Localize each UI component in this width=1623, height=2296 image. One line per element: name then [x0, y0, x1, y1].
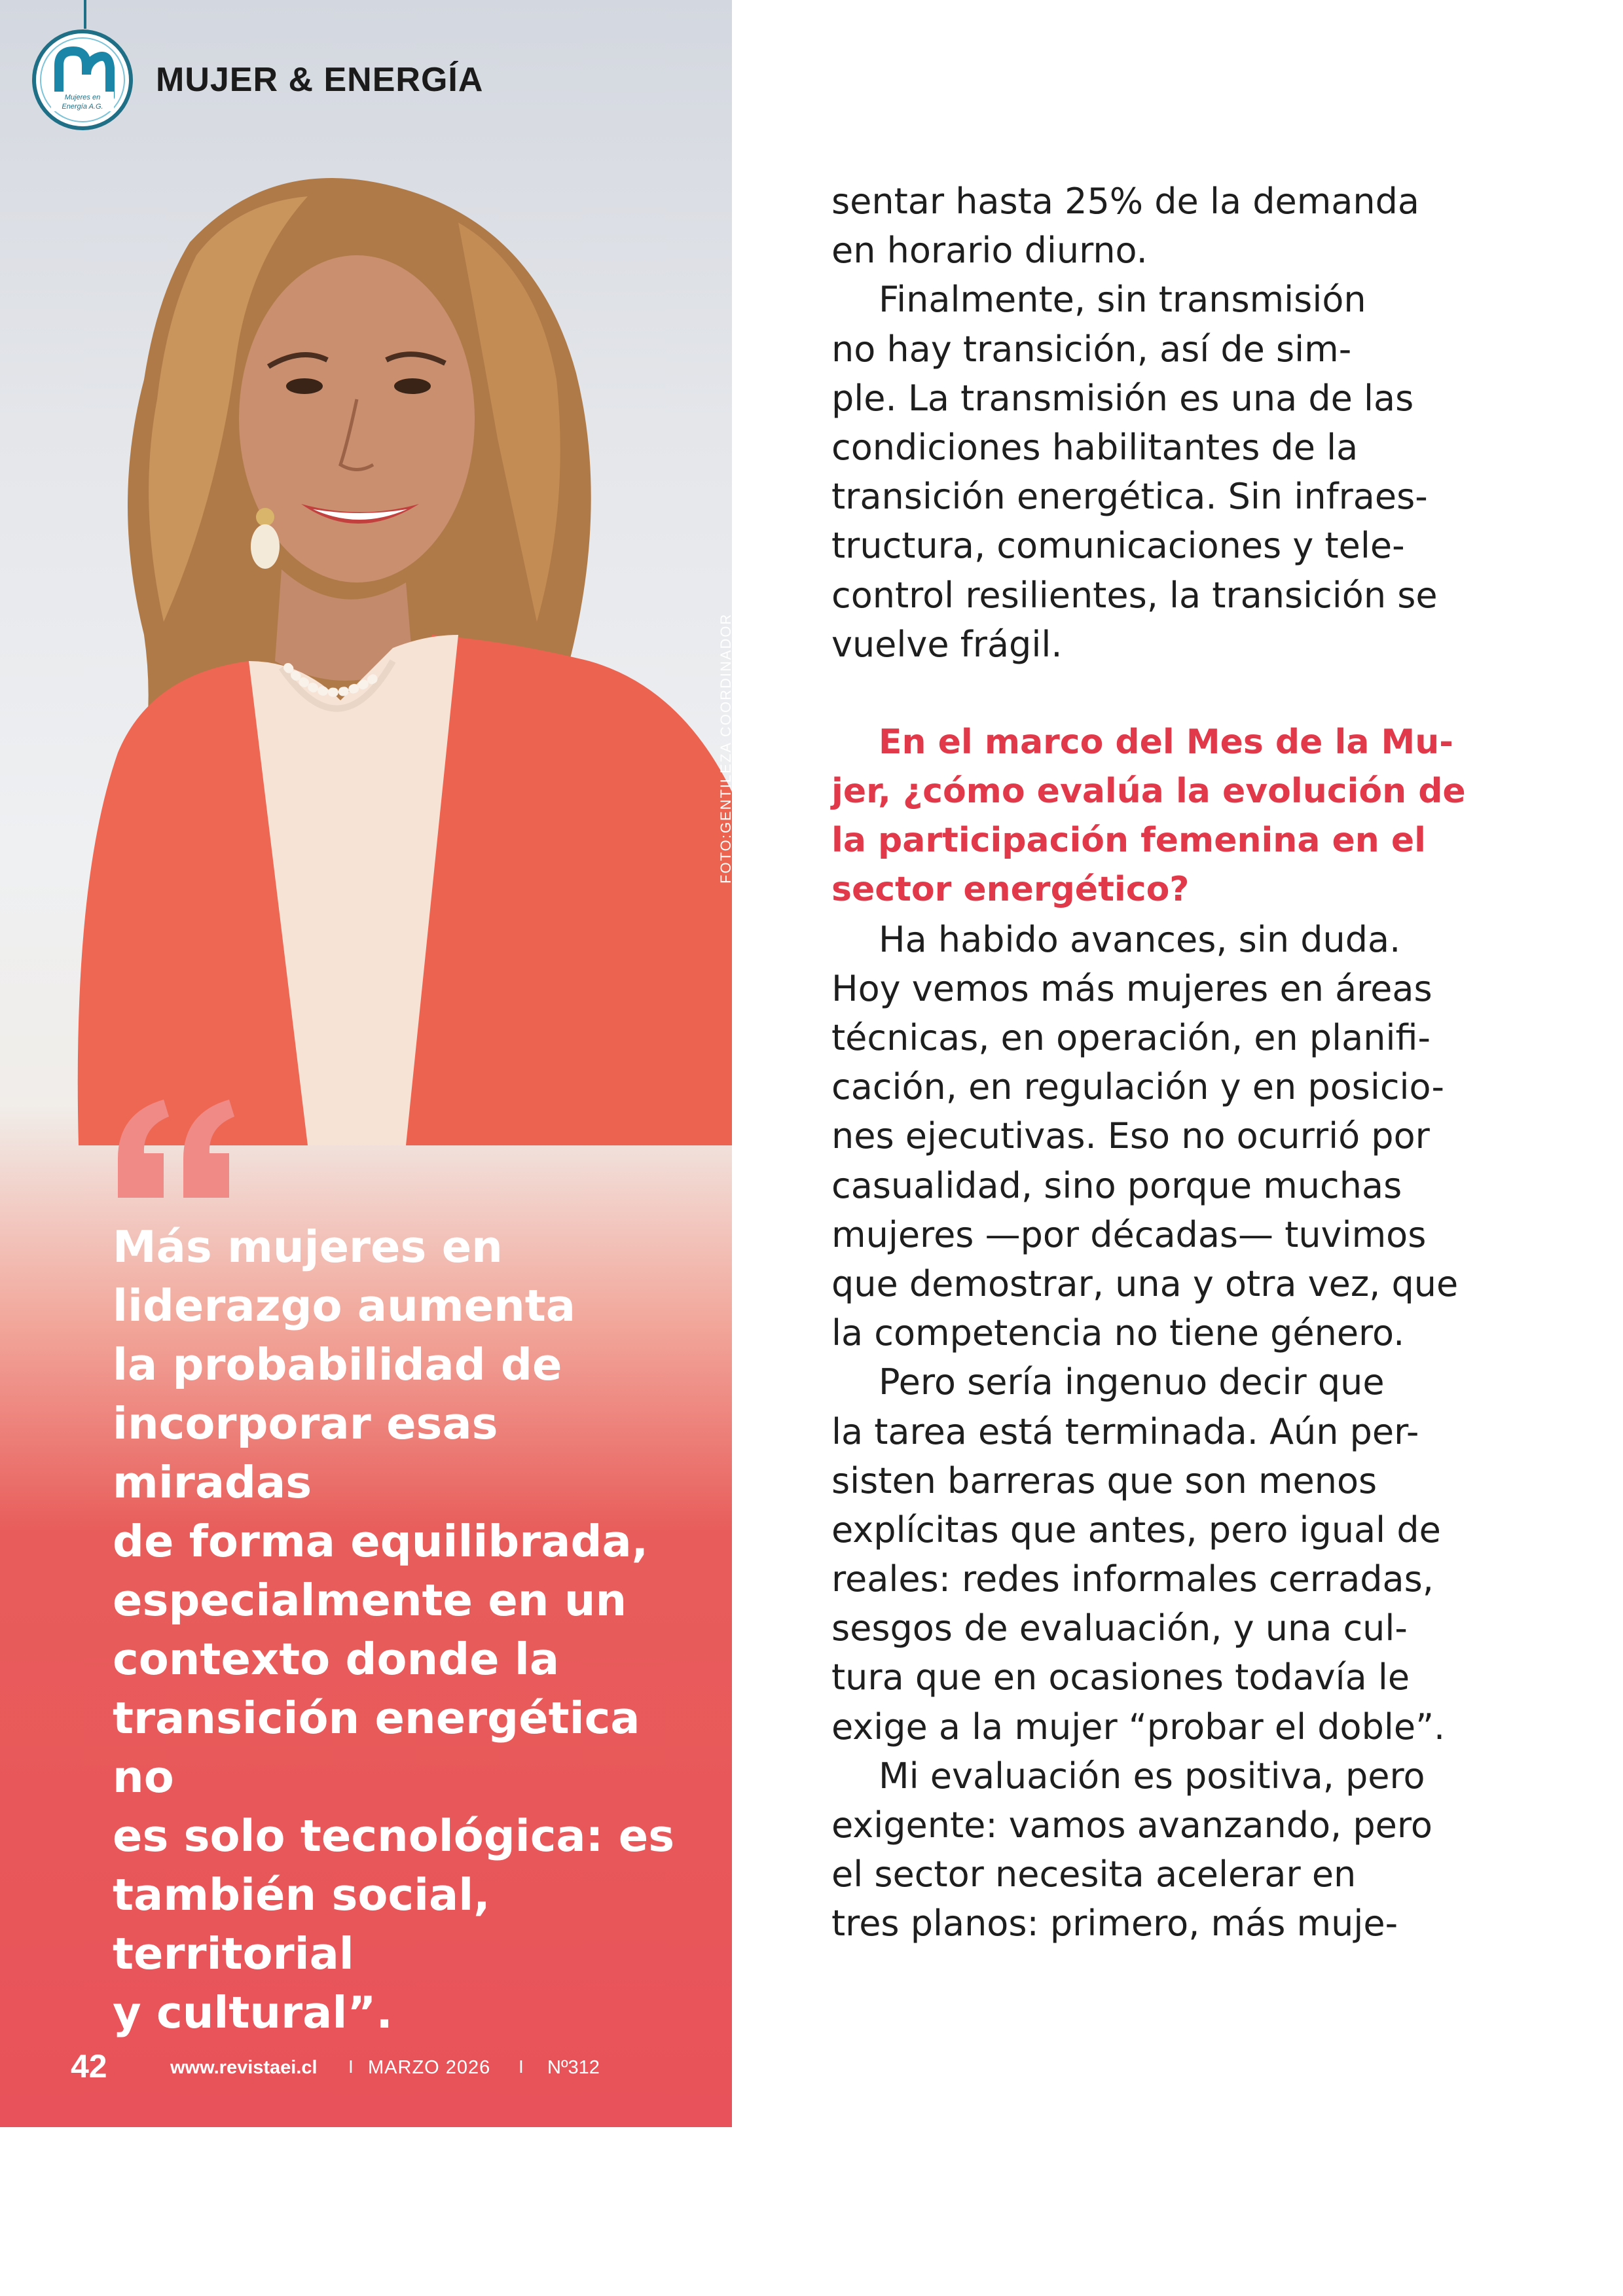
text-line: tura que en ocasiones todavía le — [831, 1657, 1410, 1698]
pull-quote: Más mujeres en liderazgo aumenta la probabilidad de incorporar esas miradas de forma equilibrada, especialmente en un contexto donde la transición energética no es solo tecnológica: es también social, territorial y cultural”. — [113, 1221, 675, 2038]
paragraph-gap — [831, 669, 1506, 718]
footer-separator: I — [519, 2056, 524, 2077]
text-line: explícitas que antes, pero igual de — [831, 1509, 1441, 1551]
footer-date: MARZO 2026 — [368, 2057, 491, 2078]
text-line: sentar hasta 25% de la demanda — [831, 181, 1419, 222]
photo-credit: FOTO:GENTILEZA COORDINADOR — [718, 613, 734, 884]
text-line: Mi evaluación es positiva, pero — [879, 1755, 1425, 1797]
text-line: que demostrar, una y otra vez, que — [831, 1263, 1459, 1304]
text-line: exige a la mujer “probar el doble”. — [831, 1706, 1446, 1748]
header-rule — [84, 0, 86, 29]
svg-text:Energía A.G.: Energía A.G. — [62, 103, 103, 111]
text-line: exigente: vamos avanzando, pero — [831, 1804, 1432, 1846]
text-line: control resilientes, la transición se — [831, 574, 1438, 616]
text-line: técnicas, en operación, en planifi- — [831, 1017, 1431, 1058]
interview-question: la participación femenina en el — [831, 821, 1426, 861]
section-title: MUJER & ENERGÍA — [156, 61, 484, 99]
article-column — [831, 177, 1506, 1948]
text-line: tres planos: primero, más muje- — [831, 1903, 1398, 1945]
mujeres-en-energia-logo — [29, 29, 136, 131]
text-line: la tarea está terminada. Aún per- — [831, 1410, 1419, 1452]
footer-separator: I — [348, 2056, 354, 2077]
interview-question: sector energético? — [831, 870, 1190, 910]
svg-text:Mujeres en: Mujeres en — [64, 94, 101, 101]
text-line: ple. La transmisión es una de las — [831, 377, 1414, 419]
portrait-photo — [0, 164, 732, 1145]
interview-question: jer, ¿cómo evalúa la evolución de — [831, 772, 1466, 812]
text-line: Finalmente, sin transmisión — [879, 279, 1366, 321]
text-line: reales: redes informales cerradas, — [831, 1558, 1434, 1600]
text-line: en horario diurno. — [831, 230, 1148, 272]
text-line: mujeres —por décadas— tuvimos — [831, 1213, 1427, 1255]
quote-mark-icon — [111, 1093, 236, 1211]
text-line: casualidad, sino porque muchas — [831, 1164, 1402, 1206]
left-photo-panel — [0, 0, 732, 2127]
text-line: Pero sería ingenuo decir que — [879, 1361, 1385, 1403]
page-number: 42 — [71, 2048, 107, 2085]
text-line: vuelve frágil. — [831, 623, 1063, 665]
text-line: sesgos de evaluación, y una cul- — [831, 1607, 1408, 1649]
text-line: condiciones habilitantes de la — [831, 426, 1359, 468]
text-line: nes ejecutivas. Eso no ocurrió por — [831, 1115, 1430, 1157]
text-line: transición energética. Sin infraes- — [831, 476, 1428, 518]
text-line: Hoy vemos más mujeres en áreas — [831, 967, 1432, 1009]
text-line: cación, en regulación y en posicio- — [831, 1066, 1445, 1108]
footer-issue: Nº312 — [547, 2057, 600, 2078]
footer-website: www.revistaei.cl — [170, 2057, 318, 2078]
text-line: Ha habido avances, sin duda. — [879, 918, 1401, 960]
text-line: sisten barreras que son menos — [831, 1460, 1377, 1501]
text-line: la competencia no tiene género. — [831, 1312, 1405, 1354]
text-line: el sector necesita acelerar en — [831, 1854, 1357, 1895]
text-line: tructura, comunicaciones y tele- — [831, 525, 1405, 567]
interview-question: En el marco del Mes de la Mu- — [879, 722, 1453, 762]
text-line: no hay transición, así de sim- — [831, 328, 1352, 370]
